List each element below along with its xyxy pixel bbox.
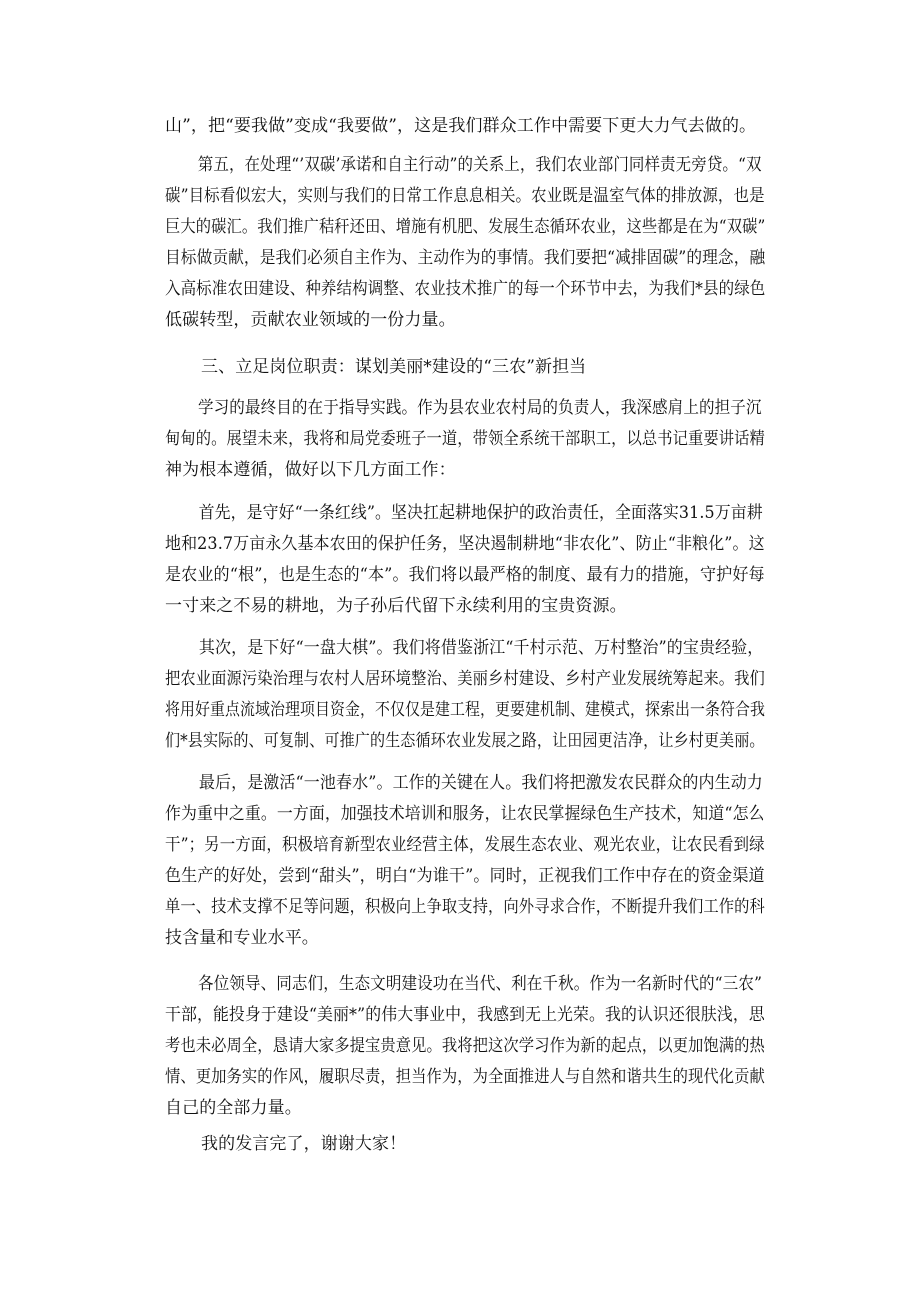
text-line: 将用好重点流域治理项目资金，不仅仅是建工程，更要建机制、建模式，探索出一条符合我 bbox=[165, 700, 766, 720]
section-heading bbox=[165, 352, 765, 383]
paragraph-first-point bbox=[165, 498, 765, 622]
text-line: 作为重中之重。一方面，加强技术培训和服务，让农民掌握绿色生产技术，知道“怎么 bbox=[165, 804, 765, 824]
text-line: 单一、技术支撑不足等问题，积极向上争取支持，向外寻求合作，不断提升我们工作的科 bbox=[165, 897, 765, 917]
text-line: 干部，能投身于建设“美丽*”的伟大事业中，我感到无上光荣。我的认识还很肤浅，思 bbox=[165, 1005, 765, 1025]
text-line: 色生产的好处，尝到“甜头”，明白“为谁干”。同时，正视我们工作中存在的资金渠道 bbox=[165, 866, 765, 886]
text-line: 一寸来之不易的耕地，为子孙后代留下永续利用的宝贵资源。 bbox=[165, 596, 627, 616]
text-line: 地和23.7万亩永久基本农田的保护任务，坚决遏制耕地“非农化”、防止“非粮化”。这 bbox=[165, 534, 765, 554]
text-line: 甸甸的。展望未来，我将和局党委班子一道，带领全系统干部职工，以总书记重要讲话精 bbox=[165, 429, 765, 449]
text-line: 情、更加务实的作风，履职尽责，担当作为，为全面推进人与自然和谐共生的现代化贡献 bbox=[165, 1067, 765, 1087]
paragraph-last-point bbox=[165, 768, 765, 954]
text-line: 目标做贡献，是我们必须自主作为、主动作为的事情。我们要把“减排固碳”的理念，融 bbox=[165, 248, 766, 268]
text-line: 把农业面源污染治理与农村人居环境整治、美丽乡村建设、乡村产业发展统筹起来。我们 bbox=[165, 669, 765, 689]
text-line: 第五，在处理“’双碳’承诺和自主行动”的关系上，我们农业部门同样责无旁贷。“双 bbox=[197, 155, 762, 175]
text-line: 各位领导、同志们，生态文明建设功在当代、利在千秋。作为一名新时代的“三农” bbox=[197, 974, 763, 994]
text-line: 技含量和专业水平。 bbox=[165, 928, 319, 948]
text-line: 碳”目标看似宏大，实则与我们的日常工作息息相关。农业既是温室气体的排放源，也是 bbox=[165, 186, 765, 206]
text-line: 我的发言完了，谢谢大家！ bbox=[201, 1134, 407, 1154]
paragraph-second-point bbox=[165, 633, 765, 757]
text-line: 入高标准农田建设、种养结构调整、农业技术推广的每一个环节中去，为我们*县的绿色 bbox=[165, 279, 766, 299]
paragraph-continuation bbox=[165, 111, 765, 142]
text-line: 考也未必周全，恳请大家多提宝贵意见。我将把这次学习作为新的起点，以更加饱满的热 bbox=[165, 1036, 765, 1056]
text-line: 山”，把“要我做”变成“我要做”，这是我们群众工作中需要下更大力气去做的。 bbox=[165, 116, 757, 136]
text-line: 干”；另一方面，积极培育新型农业经营主体，发展生态农业、观光农业，让农民看到绿 bbox=[165, 835, 765, 855]
text-line: 首先，是守好“一条红线”。坚决扛起耕地保护的政治责任，全面落实31.5万亩耕 bbox=[198, 503, 763, 523]
paragraph-end bbox=[165, 1129, 765, 1160]
text-line: 最后，是激活“一池春水”。工作的关键在人。我们将把激发农民群众的内生动力 bbox=[198, 773, 763, 793]
text-line: 是农业的“根”，也是生态的“本”。我们将以最严格的制度、最有力的措施，守护好每 bbox=[165, 565, 765, 585]
paragraph-closing bbox=[165, 969, 765, 1124]
text-line: 低碳转型，贡献农业领域的一份力量。 bbox=[165, 310, 456, 330]
text-line: 其次，是下好“一盘大棋”。我们将借鉴浙江“千村示范、万村整治”的宝贵经验， bbox=[198, 638, 764, 658]
text-line: 学习的最终目的在于指导实践。作为县农业农村局的负责人，我深感肩上的担子沉 bbox=[197, 398, 762, 418]
text-line: 神为根本遵循，做好以下几方面工作： bbox=[165, 460, 456, 480]
heading-text: 三、立足岗位职责：谋划美丽*建设的“三农”新担当 bbox=[201, 357, 587, 377]
text-line: 们*县实际的、可复制、可推广的生态循环农业发展之路，让田园更洁净，让乡村更美丽。 bbox=[165, 731, 765, 751]
text-line: 自己的全部力量。 bbox=[165, 1098, 302, 1118]
text-line: 巨大的碳汇。我们推广秸秆还田、增施有机肥、发展生态循环农业，这些都是在为“双碳” bbox=[165, 217, 766, 237]
paragraph-practice bbox=[165, 393, 765, 486]
paragraph-fifth-point bbox=[165, 150, 765, 336]
